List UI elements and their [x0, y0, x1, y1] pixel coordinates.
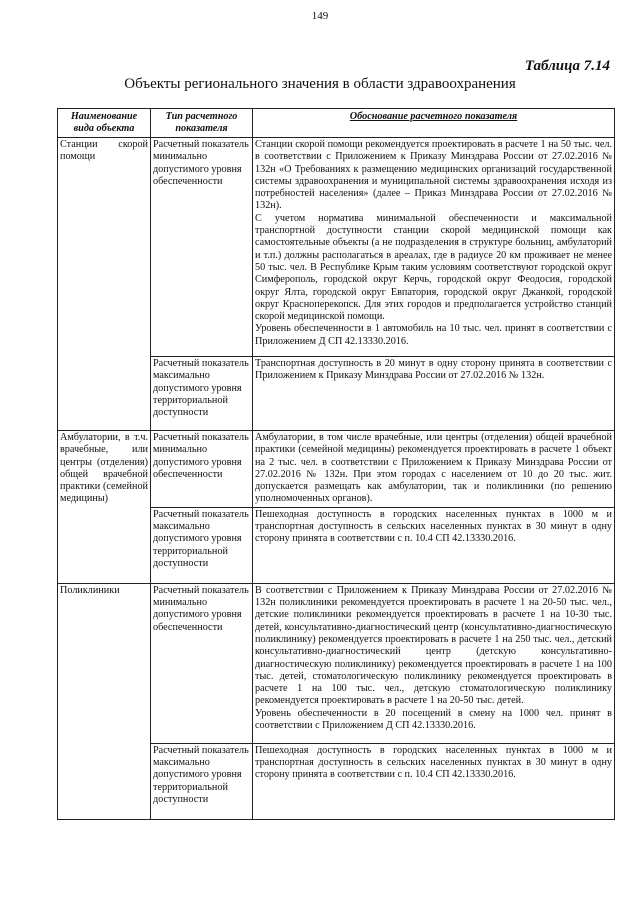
table-row	[58, 583, 615, 743]
indicator-type-cell: Расчетный показатель минимально допустимого уровня обеспеченности	[151, 431, 253, 508]
indicator-type-cell: Расчетный показатель минимально допустимого уровня обеспеченности	[151, 583, 253, 743]
table-label: Таблица 7.14	[524, 58, 610, 74]
justification-cell: Амбулатории, в том числе врачебные, или центры (отделения) общей врачебной практики (семейной медицины) рекомендуется проектировать в расчете 1 объект на 2 тыс. чел. в соответствии с Приложением к Приказу Минздрава России от 27.02.2016 № 132н. При этом городах с населением от 10 до 20 тыс. жит. допускается размещать как амбулатории, так и поликлиники (по решению уполномоченных органов).	[253, 431, 615, 508]
object-name-cell: Амбулатории, в т.ч. врачебные, или центры (отделения) общей врачебной практики (семейной медицины)	[58, 431, 151, 584]
document-title: Объекты регионального значения в области здравоохранения	[124, 76, 516, 92]
justification-paragraph: В соответствии с Приложением к Приказу Минздрава России от 27.02.2016 № 132н поликлиники рекомендуется проектировать в расчете 1 на 20-50 тыс. чел., детские поликлиники рекомендуется проектировать в расчете 1 на 10-30 тыс. детей, консультативно-диагностический центр (консультативно-диагностическую поликлинику) рекомендуется проектировать в расчете 1 на 250 тыс. чел., детский консультативно-диагностический центр (детскую консультативно-диагностическую поликлинику) рекомендуется проектировать в расчете 1 на 100 тыс. детей, стоматологическую поликлинику рекомендуется проектировать в расчете 1 на 100 тыс. чел., детскую стоматологическую поликлинику рекомендуется проектировать в расчете 1 на 20-50 тыс. детей. Уровень обеспеченности в 20 посещений в смену на 1000 чел. принят в соответствии с Приложением Д СП 42.13330.2016.	[255, 584, 612, 732]
header-justification: Обоснование расчетного показателя	[253, 109, 615, 138]
table-header-row	[58, 109, 615, 138]
header-indicator-type: Тип расчетного показателя	[151, 109, 253, 138]
justification-paragraph: Станции скорой помощи рекомендуется проектировать в расчете 1 на 50 тыс. чел. в соответствии с Приложением к Приказу Минздрава России от 27.02.2016 № 132н «О Требованиях к размещению медицинских организаций государственной системы здравоохранения и муниципальной системы здравоохранения исходя из потребностей населения» (далее – Приказ Минздрава России от 27.02.2016 № 132н). С учетом норматива минимальной обеспеченности и максимальной транспортной доступности станции скорой медицинской помощи как самостоятельные объекты (а не подразделения в структуре больниц, амбулаторий и т.п.) должны располагаться в ареалах, где в радиусе 20 км проживает не менее 50 тыс. чел. В Республике Крым таким условиям соответствуют городской округ Симферополь, городской округ Керчь, городской округ Феодосия, городской округ Ялта, городской округ Евпатория, городской округ Джанкой, городской округ Красноперекопск. Для этих городов и предполагается устройство станций скорой медицинской помощи. Уровень обеспеченности в 1 автомобиль на 10 тыс. чел. принят в соответствии с Приложением Д СП 42.13330.2016.	[255, 139, 612, 347]
health-objects-table	[57, 108, 615, 820]
header-object-name: Наименование вида объекта	[58, 109, 151, 138]
object-name-cell: Поликлиники	[58, 583, 151, 819]
page-number: 149	[311, 10, 329, 22]
indicator-type-cell: Расчетный показатель максимально допустимого уровня территориальной доступности	[151, 507, 253, 583]
indicator-type-cell: Расчетный показатель максимально допустимого уровня территориальной доступности	[151, 743, 253, 819]
justification-cell	[253, 583, 615, 743]
justification-cell: Транспортная доступность в 20 минут в одну сторону принята в соответствии с Приложением к Приказу Минздрава России от 27.02.2016 № 132н.	[253, 357, 615, 431]
indicator-type-cell: Расчетный показатель максимально допустимого уровня территориальной доступности	[151, 357, 253, 431]
justification-cell: Пешеходная доступность в городских населенных пунктах в 1000 м и транспортная доступность в сельских населенных пунктах в 30 минут в одну сторону принята в соответствии с п. 10.4 СП 42.13330.2016.	[253, 743, 615, 819]
object-name-cell: Станции скорой помощи	[58, 138, 151, 431]
justification-cell: Пешеходная доступность в городских населенных пунктах в 1000 м и транспортная доступность в сельских населенных пунктах в 30 минут в одну сторону принята в соответствии с п. 10.4 СП 42.13330.2016.	[253, 507, 615, 583]
table-row	[58, 431, 615, 508]
justification-cell	[253, 138, 615, 357]
table-row	[58, 138, 615, 357]
indicator-type-cell: Расчетный показатель минимально допустимого уровня обеспеченности	[151, 138, 253, 357]
